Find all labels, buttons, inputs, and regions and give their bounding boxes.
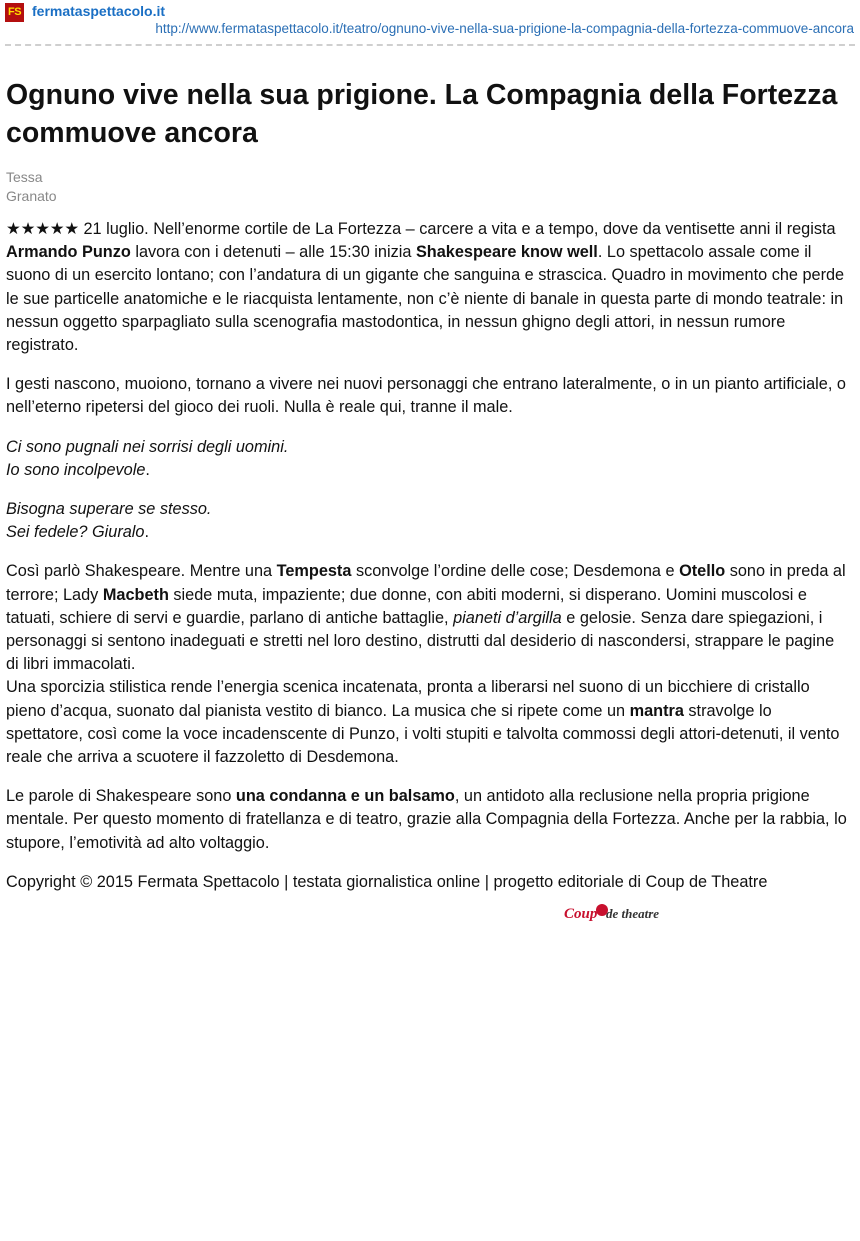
site-favicon-icon: FS [5,3,24,22]
paragraph-4: Una sporcizia stilistica rende l’energia scenica incatenata, pronta a liberarsi nel suono di un bicchiere di cristallo pieno d’acqua, suonato dal pianista vestito di bianco. La musica che si ripete come un mantra stravolge lo spettatore, così come la voce incadenscente di Punzo, i volti stupiti e talvolta commossi degli attori-detenuti, il vento reale che arriva a scuotere il fazzoletto di Desdemona. [6,678,840,767]
quote-2: Bisogna superare se stesso. Sei fedele? Giuralo. [6,500,212,542]
article [6,76,848,894]
quote-1: Ci sono pugnali nei sorrisi degli uomini. Io sono incolpevole. [6,437,289,479]
paragraph-5: Le parole di Shakespeare sono una condanna e un balsamo, un antidoto alla reclusione nella propria prigione mentale. Per questo momento di fratellanza e di teatro, grazie alla Compagnia della Fortezza. Anche per la rabbia, lo stupore, l’emotività ad alto voltaggio. [6,787,847,852]
source-header [0,0,860,48]
copyright-notice: Copyright © 2015 Fermata Spettacolo | testata giornalistica online | progetto editoriale di Coup de Theatre [6,872,768,891]
coup-de-theatre-logo [562,898,660,926]
svg-text:de theatre: de theatre [606,906,660,921]
header-divider [5,44,855,46]
article-title: Ognuno vive nella sua prigione. La Compagnia della Fortezza commuove ancora [6,79,838,149]
site-name-link[interactable]: fermataspettacolo.it [32,3,166,19]
paragraph-2: I gesti nascono, muoiono, tornano a vivere nei nuovi personaggi che entrano lateralmente, o in un pianto artificiale, o nell’eterno ripetersi del gioco dei ruoli. Nulla è reale qui, tranne il male. [6,375,846,417]
paragraph-3: Così parlò Shakespeare. Mentre una Tempesta sconvolge l’ordine delle cose; Desdemona e Otello sono in preda al terrore; Lady Macbeth siede muta, impaziente; due donne, con abiti moderni, si disperano. Uomini muscolosi e tatuati, schiere di servi e guardie, parlano di antiche battaglie, pianeti d’argilla e gelosie. Senza dare spiegazioni, i personaggi si sentono inadeguati e stretti nel loro destino, distrutti dal desiderio di nascondersi, strappare le pagine di libri immacolati. [6,562,846,674]
show-title: Shakespeare know well [415,243,598,262]
author-first-name: Tessa [6,169,43,185]
article-author [6,168,848,206]
director-name: Armando Punzo [6,243,131,262]
paragraph-1: ★★★★★ 21 luglio. Nell’enorme cortile de La Fortezza – carcere a vita e a tempo, dove da ventisette anni il regista Armando Punzo lavora con i detenuti – alle 15:30 inizia Shakespeare know well. Lo spettacolo assale come il suono di un esercito lontano; con l’andatura di un gigante che sanguina e strascica. Quadro in movimento che perde le sue particelle anatomiche e le riacquista lentamente, non c’è niente di banale in questa parte di mondo teatrale: in nessun oggetto sparpagliato sulla scenografia mastodontica, in nessun ghigno degli attori, in nessun rumore registrato. [6,220,845,355]
svg-text:Coup: Coup [564,906,598,922]
author-last-name: Granato [6,188,57,204]
article-url-link[interactable]: http://www.fermataspettacolo.it/teatro/ognuno-vive-nella-sua-prigione-la-compagnia-della-fortezza-commuove-ancora [155,21,854,36]
